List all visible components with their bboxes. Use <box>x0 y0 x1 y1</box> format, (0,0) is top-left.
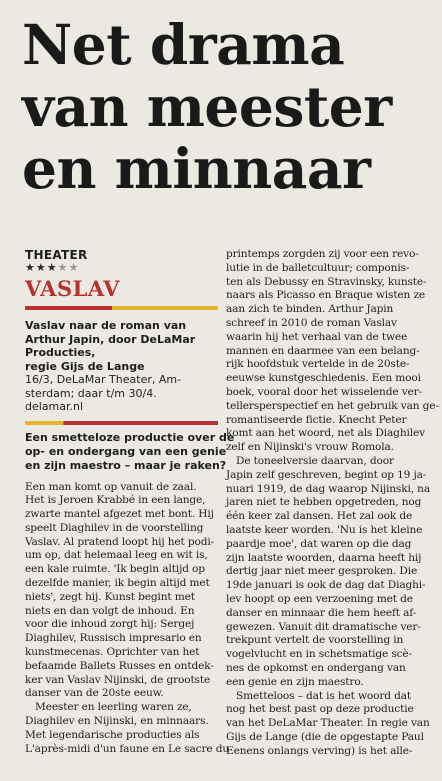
body-line: Japin zelf geschreven, begint op 19 ja- <box>226 468 427 481</box>
star-empty-icon: ★ <box>68 261 80 274</box>
body-line: kunstmecenas. Oprichter van het <box>25 646 200 659</box>
body-line: tellersperspectief en het gebruik van ge- <box>226 399 439 412</box>
body-line: komt aan het woord, net als Diaghilev <box>226 427 425 440</box>
body-line: niets en dan volgt de inhoud. En <box>25 604 195 617</box>
body-line: vogelvlucht en in schetsmatige scè- <box>226 648 412 661</box>
body-line: eeuwse kunstgeschiedenis. Een mooi <box>226 372 421 385</box>
lead-line: en zijn maestro – maar je raken? <box>25 458 227 472</box>
star-empty-icon: ★ <box>57 261 69 274</box>
body-line: nes de opkomst en ondergang van <box>226 661 406 674</box>
right-column <box>226 248 439 758</box>
body-line: niets', zegt hij. Kunst begint met <box>25 590 195 603</box>
body-line: één keer zal dansen. Het zal ook de <box>226 510 413 523</box>
body-line: Met legendarische producties als <box>25 728 200 741</box>
body-line: Diaghilev, Russisch impresario en <box>25 632 202 645</box>
star-filled-icon: ★ <box>46 261 58 274</box>
body-line: paardje moe', dat waren op die dag <box>226 537 412 550</box>
credits-line: Vaslav naar de roman van <box>25 319 187 332</box>
body-line: boek, vooral door het wisselende ver- <box>226 385 422 398</box>
body-line: lev hoopt op een verzoening met de <box>226 592 413 605</box>
credits <box>25 319 218 373</box>
body-line: schreef in 2010 de roman Vaslav <box>226 316 397 329</box>
body-line: zwarte mantel afgezet met bont. Hij <box>25 508 214 521</box>
body-line: waarin hij het verhaal van de twee <box>226 330 408 343</box>
lead-paragraph <box>25 430 235 473</box>
body-line: speelt Diaghilev in de voorstelling <box>25 521 204 534</box>
body-line: jaren niet te hebben opgetreden, nog <box>226 496 422 509</box>
body-line: ten als Debussy en Stravinsky, kunste- <box>226 275 427 288</box>
body-line: ker van Vaslav Nijinski, de grootste <box>25 673 211 686</box>
body-line: danser en minnaar die hem heeft af- <box>226 606 417 619</box>
body-line: een genie en zijn maestro. <box>226 675 364 688</box>
body-line: zijn laatste woorden, daarna heeft hij <box>226 551 422 564</box>
star-rating <box>25 262 218 274</box>
lead-line: op- en ondergang van een genie <box>25 444 227 458</box>
body-line: printemps zorgden zij voor een revo- <box>226 248 419 260</box>
headline-line-2: van meester <box>22 74 392 139</box>
credits-line: Producties, <box>25 346 96 359</box>
body-line: um op, dat helemaal leeg en wit is, <box>25 549 208 562</box>
body-line: dezelfde manier, ik begin altijd met <box>25 577 210 590</box>
left-column <box>25 248 235 756</box>
body-line: Eenens onlangs verving) is het alle- <box>226 744 413 757</box>
body-line: Diaghilev en Nijinski, en minnaars. <box>25 715 209 728</box>
body-line: laatste keer worden. 'Nu is het kleine <box>226 523 423 536</box>
star-filled-icon: ★ <box>25 261 36 274</box>
body-line: lutie in de balletcultuur; componis- <box>226 261 410 274</box>
headline-line-3: en minnaar <box>22 136 371 201</box>
left-body-text <box>25 480 230 757</box>
body-line: rijk hoofdstuk vertelde in de 20ste- <box>226 358 410 371</box>
credits-line: regie Gijs de Lange <box>25 359 145 373</box>
body-line: Gijs de Lange (die de opgestapte Paul <box>226 730 424 743</box>
body-line: romantiseerde fictie. Knecht Peter <box>226 413 407 426</box>
body-line: Een man komt op vanuit de zaal. <box>25 480 197 493</box>
body-line: Meester en leerling waren ze, <box>35 701 192 714</box>
credits-line: Arthur Japin, door DeLaMar <box>25 332 196 346</box>
lead-line: Een smetteloze productie over de <box>25 430 235 444</box>
body-line: van het DeLaMar Theater. In regie van <box>226 717 430 730</box>
body-line: naars als Picasso en Braque wisten ze <box>226 289 425 302</box>
body-line: voor die inhoud zorgt hij: Sergej <box>25 618 195 631</box>
body-line: nuari 1919, de dag waarop Nijinski, na <box>226 482 431 495</box>
body-line: mannen en daarmee van een belang- <box>226 344 420 357</box>
headline <box>22 14 432 200</box>
venue-line: 16/3, DeLaMar Theater, Am- <box>25 373 182 386</box>
body-line: aan zich te binden. Arthur Japin <box>226 303 394 316</box>
body-line: L'après-midi d'un faune en Le sacre du <box>25 742 230 755</box>
body-line: gewezen. Vanuit dit dramatische ver- <box>226 620 421 633</box>
body-line: dertig jaar niet meer gesproken. Die <box>226 565 418 578</box>
show-title: VASLAV <box>25 276 120 301</box>
body-line: zelf en Nijinski's vrouw Romola. <box>226 441 394 454</box>
divider-rule <box>25 306 218 310</box>
body-line: 19de januari is ook de dag dat Diaghi- <box>226 579 426 592</box>
body-line: trekpunt vertelt de voorstelling in <box>226 634 404 647</box>
body-line: Vaslav. Al pratend loopt hij het podi- <box>25 535 215 548</box>
body-line: De toneelversie daarvan, door <box>236 454 394 467</box>
body-line: nog het best past op deze productie <box>226 703 414 716</box>
body-line: Smetteloos – dat is het woord dat <box>236 689 412 702</box>
headline-line-1: Net drama <box>22 12 345 77</box>
body-line: Het is Jeroen Krabbé in een lange, <box>25 494 206 507</box>
body-line: een kale ruimte. 'Ik begin altijd op <box>25 563 205 576</box>
star-filled-icon: ★ <box>35 261 47 274</box>
venue-url: delamar.nl <box>25 400 84 413</box>
body-line: danser van de 20ste eeuw. <box>25 687 164 700</box>
right-body-text <box>226 248 439 758</box>
category-label: THEATER <box>25 248 88 262</box>
body-line: befaamde Ballets Russes en ontdek- <box>25 659 214 672</box>
divider-rule <box>25 421 218 425</box>
venue-line: sterdam; daar t/m 30/4. <box>25 386 157 400</box>
venue-info <box>25 373 218 414</box>
